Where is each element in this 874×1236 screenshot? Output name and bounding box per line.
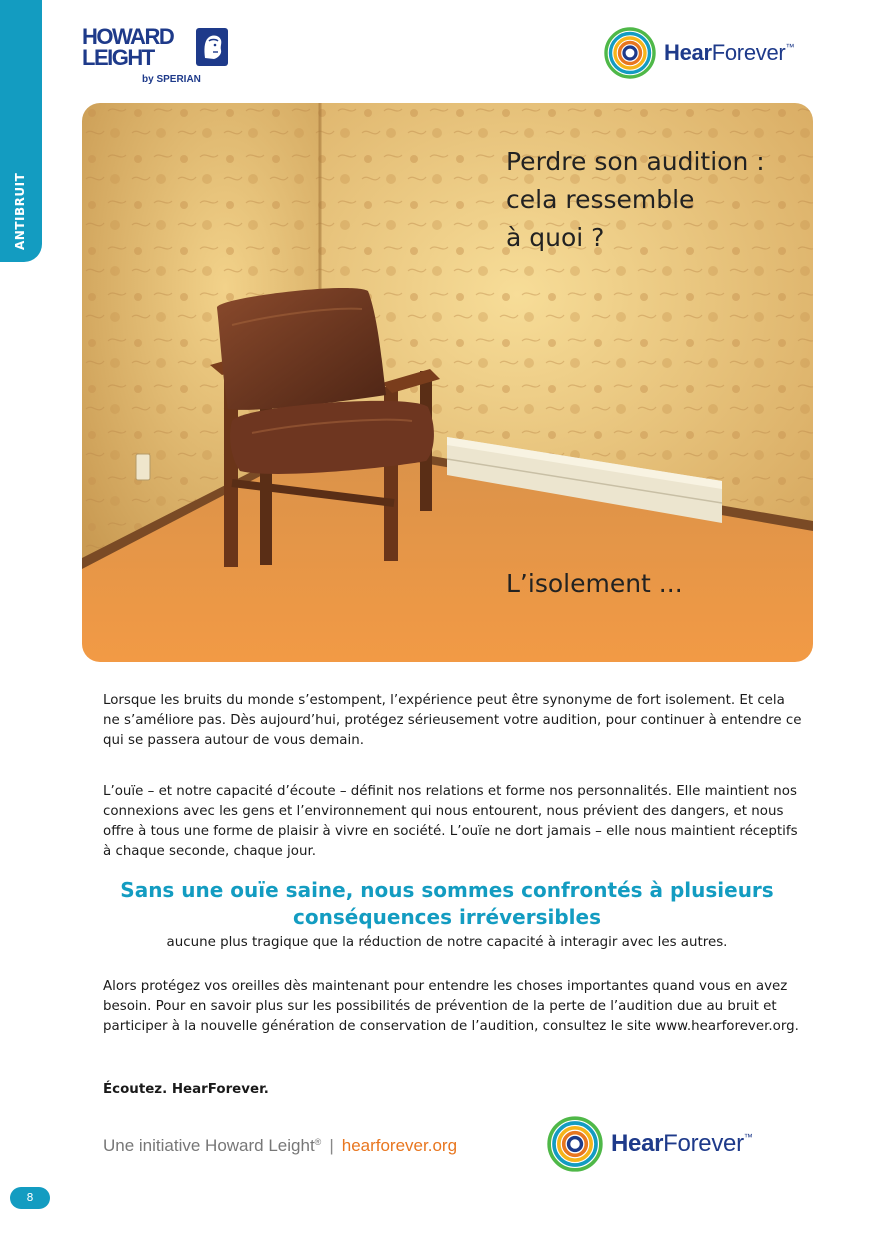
protection-paragraph: Alors protégez vos oreilles dès maintenant pour entendre les choses importantes quand vous en avez besoin. Pour en savoir plus sur les possibilités de prévention de la perte de l’audition due au bruit et participer à la nouvelle génération de conservation de l’audition, consultez le site www.hearforever.org. <box>103 979 799 1034</box>
hero-tagline: L’isolement ... <box>506 569 683 598</box>
hearing-paragraph: L’ouïe – et notre capacité d’écoute – définit nos relations et forme nos personnalités. Elle maintient nos connexions avec les gens et l’environnement qui nous entourent, nous prévient des dangers, et nous offre à tous une forme de plaisir à vivre en société. L’ouïe ne dort jamais – elle nous maintient réceptifs à chaque seconde, chaque jour. <box>103 784 798 859</box>
highlight-heading: Sans une ouïe saine, nous sommes confrontés à plusieurs conséquences irréversibles <box>120 878 774 929</box>
howard-leight-line1: HOWARD <box>82 24 174 49</box>
hearforever-rings-icon <box>604 27 656 79</box>
hearforever-rings-icon <box>547 1116 603 1172</box>
hearforever-logo-bottom <box>547 1116 752 1172</box>
howard-leight-line2: LEIGHT <box>82 45 154 70</box>
howard-leight-wordmark <box>82 26 173 68</box>
highlight-subtext: aucune plus tragique que la réduction de notre capacité à interagir avec les autres. <box>166 935 728 950</box>
hearforever-wordmark: HearForever™ <box>664 40 795 65</box>
hero-headline: Perdre son audition : cela ressemble à quoi ? <box>506 147 765 252</box>
howard-leight-face-icon <box>196 28 228 66</box>
howard-leight-logo <box>82 26 232 88</box>
hearforever-link[interactable]: hearforever.org <box>341 1136 458 1155</box>
hearforever-logo-top <box>604 27 794 79</box>
closing-slogan: Écoutez. HearForever. <box>103 1082 269 1097</box>
intro-paragraph: Lorsque les bruits du monde s’estompent, l’expérience peut être synonyme de fort isolement. Et cela ne s’améliore pas. Dès aujourd’hui, protégez sérieusement votre audition, pour continuer à entendre ce qui se passera autour de vous demain. <box>103 693 802 748</box>
howard-leight-sub: by SPERIAN <box>142 74 201 85</box>
footer-initiative-text: Une initiative Howard Leight <box>103 1136 315 1155</box>
footer-initiative <box>103 1136 457 1156</box>
hero-image <box>82 103 813 662</box>
section-tab-label: ANTIBRUIT <box>13 172 27 250</box>
hearforever-wordmark: HearForever™ <box>611 1130 753 1157</box>
registered-mark: ® <box>314 1137 322 1147</box>
section-side-tab <box>0 0 42 262</box>
page-number: 8 <box>10 1187 50 1209</box>
footer-separator: | <box>329 1136 334 1155</box>
